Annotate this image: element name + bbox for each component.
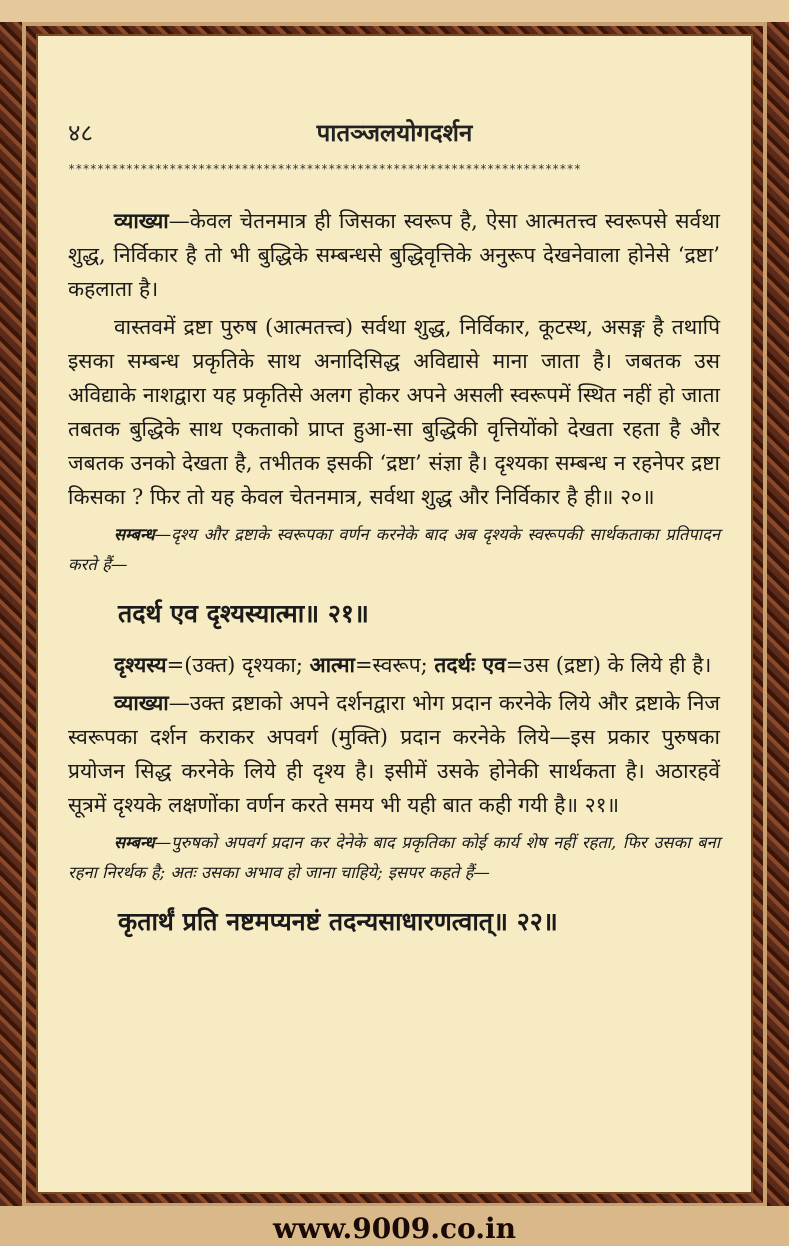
note-text: —दृश्य और द्रष्टाके स्वरूपका वर्णन करनेके बाद अब दृश्यके स्वरूपकी सार्थकताका प्रतिपादन करते हैं— [68,525,720,574]
commentary-text: —केवल चेतनमात्र ही जिसका स्वरूप है, ऐसा आत्मतत्त्व स्वरूपसे सर्वथा शुद्ध, निर्विकार है तो भी बुद्धिके सम्बन्धसे बुद्धिवृत्तिके अनुरूप देखनेवाला होनेसे ‘द्रष्टा’ कहलाता है। [68,209,720,301]
context-note-2 [68,828,720,888]
page-number: ४८ [68,119,93,147]
context-note-1 [68,520,720,580]
commentary-text: —उक्त द्रष्टाको अपने दर्शनद्वारा भोग प्रदान करनेके लिये और द्रष्टाके निज स्वरूपका दर्शन कराकर अपवर्ग (मुक्ति) प्रदान करनेके लिये—इस प्रकार पुरुषका प्रयोजन सिद्ध करनेके लिये ही दृश्य है। इसीमें उसके होनेकी सार्थकता है। अठारहवें सूत्रमें दृश्यके लक्षणोंका वर्णन करते समय भी यही बात कही गयी है॥ २१॥ [68,691,720,817]
commentary-label: व्याख्या [114,208,169,233]
page-header [38,116,751,156]
gloss-word: तदर्थः एव [434,652,506,677]
commentary-paragraph-3 [68,686,720,822]
gloss-meaning: =(उक्त) दृश्यका; [166,653,310,677]
footer-url: www.9009.co.in [273,1212,516,1245]
sutra-22: कृतार्थं प्रति नष्टमप्यनष्टं तदन्यसाधारणत्वात्॥ २२॥ [118,907,558,936]
book-page [36,34,753,1194]
commentary-paragraph-1 [68,204,720,306]
gloss-word: आत्मा [309,652,355,677]
note-text: —पुरुषको अपवर्ग प्रदान कर देनेके बाद प्रकृतिका कोई कार्य शेष नहीं रहता, फिर उसका बना रहना निरर्थक है; अतः उसका अभाव हो जाना चाहिये; इसपर कहते हैं— [68,833,720,882]
gloss-meaning: =स्वरूप; [354,653,435,677]
separator-line: *********************************************************************** [68,162,581,176]
gloss-meaning: =उस (द्रष्टा) के लिये ही है। [505,653,712,677]
note-label: सम्बन्ध [114,833,155,852]
commentary-paragraph-2: वास्तवमें द्रष्टा पुरुष (आत्मतत्त्व) सर्वथा शुद्ध, निर्विकार, कूटस्थ, असङ्ग है तथापि इसका सम्बन्ध प्रकृतिके साथ अनादिसिद्ध अविद्यासे माना जाता है। जबतक उस अविद्याके नाशद्वारा यह प्रकृतिसे अलग होकर अपने असली स्वरूपमें स्थित नहीं हो जाता तबतक बुद्धिके साथ एकताको प्राप्त हुआ-सा बुद्धिकी वृत्तियोंको देखता रहता है और जबतक उनको देखता है, तभीतक इसकी ‘द्रष्टा’ संज्ञा है। दृश्यका सम्बन्ध न रहनेपर द्रष्टा किसका ? फिर तो यह केवल चेतनमात्र, सर्वथा शुद्ध और निर्विकार है ही॥ २०॥ [68,315,720,509]
note-label: सम्बन्ध [114,525,155,544]
running-title: पातञ्जलयोगदर्शन [316,118,473,147]
top-ornament-band [0,0,789,22]
page-body [68,204,720,956]
gloss-word: दृश्यस्य [114,652,167,677]
sutra-21: तदर्थ एव दृश्यस्यात्मा॥ २१॥ [118,599,369,628]
commentary-label: व्याख्या [114,690,169,715]
word-gloss [68,648,720,682]
